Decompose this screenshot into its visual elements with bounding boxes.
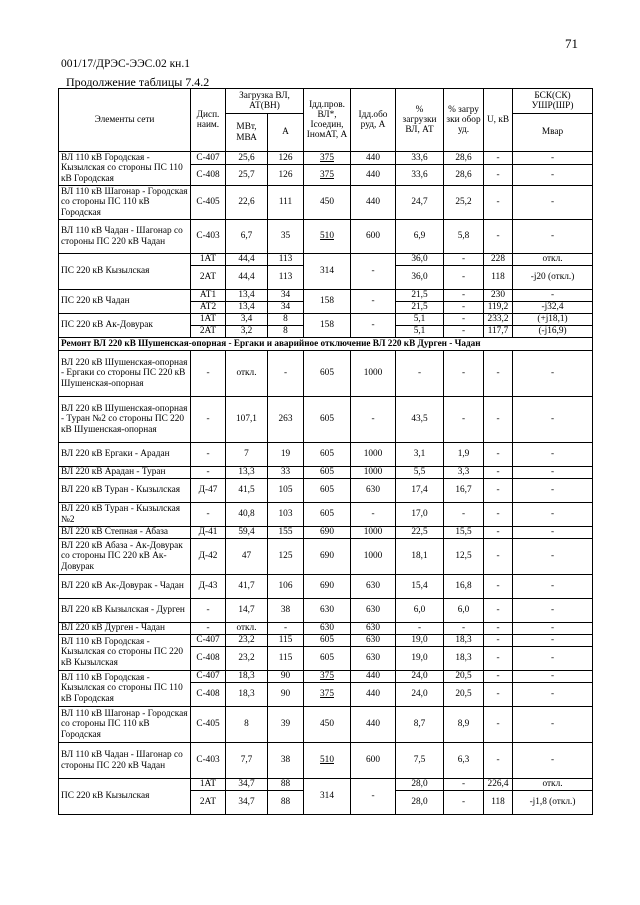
cell-pct-obo: - bbox=[444, 623, 484, 635]
row-name: ВЛ 110 кВ Городская - Кызылская со стороны ПС 110 кВ Городская bbox=[59, 671, 191, 707]
cell-mw: 44,4 bbox=[226, 266, 268, 290]
cell-pct-vl: 33,6 bbox=[396, 152, 444, 165]
cell-a: 34 bbox=[268, 302, 304, 314]
cell-disp: АТ2 bbox=[191, 302, 226, 314]
row-name: ВЛ 220 кВ Арадан - Туран bbox=[59, 467, 191, 479]
cell-bsk: откл. bbox=[513, 779, 593, 791]
cell-bsk: - bbox=[513, 599, 593, 623]
cell-bsk: - bbox=[513, 503, 593, 527]
cell-pct-vl: 28,0 bbox=[396, 791, 444, 815]
cell-u: 226,4 bbox=[484, 779, 513, 791]
cell-bsk: - bbox=[513, 351, 593, 397]
cell-pct-obo: 8,9 bbox=[444, 707, 484, 743]
cell-iddobo: - bbox=[351, 314, 396, 338]
cell-bsk: - bbox=[513, 165, 593, 186]
cell-mw: 23,2 bbox=[226, 647, 268, 671]
cell-pct-obo: - bbox=[444, 302, 484, 314]
row-name: ВЛ 220 кВ Туран - Кызылская №2 bbox=[59, 503, 191, 527]
cell-u: 233,2 bbox=[484, 314, 513, 326]
cell-mw: 13,4 bbox=[226, 302, 268, 314]
cell-pct-vl: 24,0 bbox=[396, 671, 444, 683]
cell-iddprov: 605 bbox=[304, 467, 351, 479]
cell-a: 8 bbox=[268, 314, 304, 326]
substation-name: ПС 220 кВ Кызылская bbox=[59, 254, 191, 290]
cell-iddobo: 1000 bbox=[351, 351, 396, 397]
cell-iddprov: 605 bbox=[304, 479, 351, 503]
cell-mw: 25,6 bbox=[226, 152, 268, 165]
cell-bsk: - bbox=[513, 647, 593, 671]
cell-u: - bbox=[484, 479, 513, 503]
header-iddobo: Iдд.обо руд, А bbox=[351, 89, 396, 152]
cell-bsk: - bbox=[513, 443, 593, 467]
cell-iddobo: 630 bbox=[351, 647, 396, 671]
cell-bsk: - bbox=[513, 527, 593, 539]
cell-pct-vl: 5,1 bbox=[396, 314, 444, 326]
cell-disp: - bbox=[191, 599, 226, 623]
cell-mw: 59,4 bbox=[226, 527, 268, 539]
cell-u: - bbox=[484, 503, 513, 527]
cell-disp: 1АТ bbox=[191, 314, 226, 326]
cell-iddobo: 600 bbox=[351, 220, 396, 254]
cell-pct-obo: 5,8 bbox=[444, 220, 484, 254]
cell-pct-obo: - bbox=[444, 351, 484, 397]
cell-iddprov: 510 bbox=[304, 743, 351, 779]
cell-mw: 8 bbox=[226, 707, 268, 743]
load-table bbox=[58, 88, 593, 815]
cell-iddobo: 440 bbox=[351, 683, 396, 707]
cell-a: 106 bbox=[268, 575, 304, 599]
cell-mw: 6,7 bbox=[226, 220, 268, 254]
cell-a: 111 bbox=[268, 186, 304, 220]
cell-u: - bbox=[484, 443, 513, 467]
cell-a: 88 bbox=[268, 791, 304, 815]
cell-pct-obo: 20,5 bbox=[444, 671, 484, 683]
table-continuation-caption: Продолжение таблицы 7.4.2 bbox=[66, 75, 210, 89]
header-pct-vl: % загрузки ВЛ, АТ bbox=[396, 89, 444, 152]
cell-pct-obo: 6,3 bbox=[444, 743, 484, 779]
cell-a: - bbox=[268, 351, 304, 397]
cell-pct-obo: - bbox=[444, 791, 484, 815]
header-disp: Дисп. наим. bbox=[191, 89, 226, 152]
cell-a: 38 bbox=[268, 743, 304, 779]
cell-iddobo: 440 bbox=[351, 707, 396, 743]
cell-disp: С-403 bbox=[191, 220, 226, 254]
cell-a: 126 bbox=[268, 165, 304, 186]
row-name: ВЛ 110 кВ Городская - Кызылская со стороны ПС 110 кВ Городская bbox=[59, 152, 191, 186]
header-elements: Элементы сети bbox=[59, 89, 191, 152]
cell-mw: 23,2 bbox=[226, 635, 268, 647]
cell-mw: 34,7 bbox=[226, 791, 268, 815]
cell-iddprov: 158 bbox=[304, 290, 351, 314]
cell-bsk: -j1,8 (откл.) bbox=[513, 791, 593, 815]
cell-u: - bbox=[484, 707, 513, 743]
cell-iddobo: 440 bbox=[351, 671, 396, 683]
cell-a: 39 bbox=[268, 707, 304, 743]
cell-bsk: - bbox=[513, 397, 593, 443]
header-mvar: Мвар bbox=[513, 114, 593, 152]
cell-iddobo: - bbox=[351, 254, 396, 290]
cell-a: 90 bbox=[268, 683, 304, 707]
cell-disp: 1АТ bbox=[191, 254, 226, 266]
cell-u: - bbox=[484, 152, 513, 165]
cell-iddprov: 630 bbox=[304, 623, 351, 635]
cell-a: 113 bbox=[268, 266, 304, 290]
cell-u: - bbox=[484, 351, 513, 397]
cell-mw: 18,3 bbox=[226, 683, 268, 707]
cell-a: 88 bbox=[268, 779, 304, 791]
cell-pct-vl: 6,9 bbox=[396, 220, 444, 254]
cell-iddprov: 158 bbox=[304, 314, 351, 338]
cell-iddobo: - bbox=[351, 779, 396, 815]
cell-mw: 3,2 bbox=[226, 326, 268, 338]
cell-u: 118 bbox=[484, 266, 513, 290]
cell-u: - bbox=[484, 671, 513, 683]
cell-u: - bbox=[484, 623, 513, 635]
cell-a: 90 bbox=[268, 671, 304, 683]
cell-mw: 13,3 bbox=[226, 467, 268, 479]
cell-pct-vl: 33,6 bbox=[396, 165, 444, 186]
cell-u: - bbox=[484, 599, 513, 623]
cell-mw: 22,6 bbox=[226, 186, 268, 220]
cell-pct-obo: - bbox=[444, 266, 484, 290]
cell-a: 155 bbox=[268, 527, 304, 539]
header-bsk-group: БСК(СК) УШР(ШР) bbox=[513, 89, 593, 114]
cell-disp: С-407 bbox=[191, 152, 226, 165]
cell-bsk: - bbox=[513, 152, 593, 165]
cell-a: 8 bbox=[268, 326, 304, 338]
cell-iddprov: 605 bbox=[304, 351, 351, 397]
row-name: ВЛ 110 кВ Шагонар - Городская со стороны ПС 110 кВ Городская bbox=[59, 186, 191, 220]
row-name: ВЛ 110 кВ Городская - Кызылская со стороны ПС 220 кВ Кызылская bbox=[59, 635, 191, 671]
row-name: ВЛ 220 кВ Дурген - Чадан bbox=[59, 623, 191, 635]
cell-u: - bbox=[484, 186, 513, 220]
cell-iddprov: 605 bbox=[304, 443, 351, 467]
cell-pct-obo: 28,6 bbox=[444, 152, 484, 165]
cell-pct-vl: 5,5 bbox=[396, 467, 444, 479]
header-a: А bbox=[268, 114, 304, 152]
cell-u: - bbox=[484, 743, 513, 779]
cell-bsk: - bbox=[513, 467, 593, 479]
cell-pct-vl: 28,0 bbox=[396, 779, 444, 791]
cell-pct-vl: 19,0 bbox=[396, 635, 444, 647]
cell-u: - bbox=[484, 165, 513, 186]
cell-a: 19 bbox=[268, 443, 304, 467]
cell-pct-obo: 6,0 bbox=[444, 599, 484, 623]
cell-pct-obo: 12,5 bbox=[444, 539, 484, 575]
row-name: ВЛ 220 кВ Степная - Абаза bbox=[59, 527, 191, 539]
cell-u: - bbox=[484, 467, 513, 479]
cell-disp: С-408 bbox=[191, 683, 226, 707]
cell-u: 117,7 bbox=[484, 326, 513, 338]
cell-iddobo: 1000 bbox=[351, 467, 396, 479]
cell-pct-obo: 20,5 bbox=[444, 683, 484, 707]
cell-disp: С-407 bbox=[191, 671, 226, 683]
cell-iddprov: 690 bbox=[304, 527, 351, 539]
cell-disp: Д-47 bbox=[191, 479, 226, 503]
cell-bsk: - bbox=[513, 220, 593, 254]
cell-iddobo: - bbox=[351, 503, 396, 527]
cell-u: - bbox=[484, 635, 513, 647]
cell-disp: 2АТ bbox=[191, 266, 226, 290]
cell-iddobo: 1000 bbox=[351, 443, 396, 467]
cell-a: 115 bbox=[268, 635, 304, 647]
cell-iddprov: 605 bbox=[304, 503, 351, 527]
cell-disp: - bbox=[191, 467, 226, 479]
cell-iddprov: 690 bbox=[304, 575, 351, 599]
cell-pct-obo: 25,2 bbox=[444, 186, 484, 220]
cell-pct-obo: - bbox=[444, 326, 484, 338]
cell-mw: 41,5 bbox=[226, 479, 268, 503]
cell-u: 230 bbox=[484, 290, 513, 302]
cell-iddobo: 440 bbox=[351, 152, 396, 165]
cell-u: - bbox=[484, 220, 513, 254]
row-name: ВЛ 110 кВ Чадан - Шагонар со стороны ПС 220 кВ Чадан bbox=[59, 220, 191, 254]
cell-pct-obo: 28,6 bbox=[444, 165, 484, 186]
cell-bsk: -j20 (откл.) bbox=[513, 266, 593, 290]
cell-pct-obo: 18,3 bbox=[444, 635, 484, 647]
cell-pct-vl: - bbox=[396, 351, 444, 397]
cell-u: - bbox=[484, 575, 513, 599]
cell-iddprov: 510 bbox=[304, 220, 351, 254]
cell-mw: 7,7 bbox=[226, 743, 268, 779]
cell-pct-obo: 3,3 bbox=[444, 467, 484, 479]
cell-a: 33 bbox=[268, 467, 304, 479]
cell-pct-vl: 5,1 bbox=[396, 326, 444, 338]
cell-pct-obo: 1,9 bbox=[444, 443, 484, 467]
cell-mw: 41,7 bbox=[226, 575, 268, 599]
cell-u: - bbox=[484, 527, 513, 539]
cell-disp: С-403 bbox=[191, 743, 226, 779]
cell-a: - bbox=[268, 623, 304, 635]
cell-bsk: - bbox=[513, 290, 593, 302]
cell-pct-obo: 15,5 bbox=[444, 527, 484, 539]
cell-iddobo: 630 bbox=[351, 575, 396, 599]
cell-bsk: откл. bbox=[513, 254, 593, 266]
cell-iddobo: 630 bbox=[351, 623, 396, 635]
cell-bsk: -j32,4 bbox=[513, 302, 593, 314]
cell-pct-vl: 43,5 bbox=[396, 397, 444, 443]
cell-pct-obo: - bbox=[444, 779, 484, 791]
cell-a: 126 bbox=[268, 152, 304, 165]
cell-iddprov: 450 bbox=[304, 707, 351, 743]
cell-disp: Д-42 bbox=[191, 539, 226, 575]
cell-iddobo: 630 bbox=[351, 635, 396, 647]
cell-a: 38 bbox=[268, 599, 304, 623]
cell-pct-vl: 18,1 bbox=[396, 539, 444, 575]
cell-a: 34 bbox=[268, 290, 304, 302]
row-name: ВЛ 220 кВ Абаза - Ак-Довурак со стороны ПС 220 кВ Ак-Довурак bbox=[59, 539, 191, 575]
cell-iddobo: - bbox=[351, 290, 396, 314]
cell-iddprov: 375 bbox=[304, 165, 351, 186]
cell-pct-vl: 15,4 bbox=[396, 575, 444, 599]
cell-bsk: - bbox=[513, 623, 593, 635]
cell-bsk: - bbox=[513, 186, 593, 220]
cell-mw: 44,4 bbox=[226, 254, 268, 266]
cell-bsk: - bbox=[513, 635, 593, 647]
cell-mw: 14,7 bbox=[226, 599, 268, 623]
cell-pct-obo: 18,3 bbox=[444, 647, 484, 671]
cell-a: 35 bbox=[268, 220, 304, 254]
cell-iddprov: 690 bbox=[304, 539, 351, 575]
cell-disp: 2АТ bbox=[191, 326, 226, 338]
cell-iddobo: 1000 bbox=[351, 527, 396, 539]
cell-disp: С-408 bbox=[191, 647, 226, 671]
cell-iddobo: 630 bbox=[351, 599, 396, 623]
cell-disp: - bbox=[191, 351, 226, 397]
cell-pct-vl: 21,5 bbox=[396, 290, 444, 302]
cell-disp: - bbox=[191, 623, 226, 635]
cell-u: - bbox=[484, 397, 513, 443]
cell-pct-vl: 3,1 bbox=[396, 443, 444, 467]
cell-pct-obo: - bbox=[444, 397, 484, 443]
page-number: 71 bbox=[565, 36, 578, 51]
cell-bsk: - bbox=[513, 671, 593, 683]
cell-disp: С-405 bbox=[191, 707, 226, 743]
substation-name: ПС 220 кВ Ак-Довурак bbox=[59, 314, 191, 338]
cell-a: 125 bbox=[268, 539, 304, 575]
cell-iddobo: 440 bbox=[351, 186, 396, 220]
cell-disp: Д-43 bbox=[191, 575, 226, 599]
cell-disp: - bbox=[191, 503, 226, 527]
row-name: ВЛ 220 кВ Туран - Кызылская bbox=[59, 479, 191, 503]
cell-disp: 1АТ bbox=[191, 779, 226, 791]
cell-mw: 47 bbox=[226, 539, 268, 575]
cell-mw: 13,4 bbox=[226, 290, 268, 302]
cell-iddprov: 605 bbox=[304, 397, 351, 443]
cell-bsk: - bbox=[513, 575, 593, 599]
header-u: U, кВ bbox=[484, 89, 513, 152]
cell-pct-vl: 6,0 bbox=[396, 599, 444, 623]
row-name: ВЛ 220 кВ Ергаки - Арадан bbox=[59, 443, 191, 467]
cell-bsk: - bbox=[513, 683, 593, 707]
cell-disp: С-405 bbox=[191, 186, 226, 220]
cell-pct-obo: - bbox=[444, 503, 484, 527]
cell-bsk: - bbox=[513, 707, 593, 743]
cell-mw: 18,3 bbox=[226, 671, 268, 683]
cell-bsk: (+j18,1) bbox=[513, 314, 593, 326]
cell-u: 228 bbox=[484, 254, 513, 266]
cell-a: 103 bbox=[268, 503, 304, 527]
header-mvt: МВт, МВА bbox=[226, 114, 268, 152]
cell-disp: АТ1 bbox=[191, 290, 226, 302]
section-title: Ремонт ВЛ 220 кВ Шушенская-опорная - Ергаки и аварийное отключение ВЛ 220 кВ Дурген - Чадан bbox=[59, 338, 593, 351]
cell-iddobo: 440 bbox=[351, 165, 396, 186]
cell-mw: 3,4 bbox=[226, 314, 268, 326]
cell-iddprov: 314 bbox=[304, 254, 351, 290]
cell-u: - bbox=[484, 683, 513, 707]
cell-pct-vl: - bbox=[396, 623, 444, 635]
cell-disp: 2АТ bbox=[191, 791, 226, 815]
cell-u: 119,2 bbox=[484, 302, 513, 314]
row-name: ВЛ 110 кВ Чадан - Шагонар со стороны ПС 220 кВ Чадан bbox=[59, 743, 191, 779]
row-name: ВЛ 220 кВ Ак-Довурак - Чадан bbox=[59, 575, 191, 599]
substation-name: ПС 220 кВ Кызылская bbox=[59, 779, 191, 815]
cell-iddprov: 314 bbox=[304, 779, 351, 815]
cell-mw: откл. bbox=[226, 351, 268, 397]
cell-iddobo: 630 bbox=[351, 479, 396, 503]
cell-mw: 107,1 bbox=[226, 397, 268, 443]
cell-mw: 40,8 bbox=[226, 503, 268, 527]
cell-pct-obo: 16,7 bbox=[444, 479, 484, 503]
cell-iddobo: 600 bbox=[351, 743, 396, 779]
cell-iddprov: 375 bbox=[304, 152, 351, 165]
cell-pct-vl: 17,0 bbox=[396, 503, 444, 527]
header-pct-obo: % загру зки обор уд. bbox=[444, 89, 484, 152]
cell-iddobo: 1000 bbox=[351, 539, 396, 575]
cell-iddprov: 375 bbox=[304, 671, 351, 683]
cell-iddobo: - bbox=[351, 397, 396, 443]
row-name: ВЛ 220 кВ Шушенская-опорная - Ергаки со стороны ПС 220 кВ Шушенская-опорная bbox=[59, 351, 191, 397]
cell-disp: С-408 bbox=[191, 165, 226, 186]
cell-a: 105 bbox=[268, 479, 304, 503]
cell-u: 118 bbox=[484, 791, 513, 815]
document-id: 001/17/ДРЭС-ЭЭС.02 кн.1 bbox=[61, 58, 190, 70]
cell-mw: откл. bbox=[226, 623, 268, 635]
cell-bsk: - bbox=[513, 479, 593, 503]
cell-disp: - bbox=[191, 443, 226, 467]
cell-a: 113 bbox=[268, 254, 304, 266]
cell-a: 115 bbox=[268, 647, 304, 671]
cell-pct-obo: 16,8 bbox=[444, 575, 484, 599]
cell-pct-vl: 8,7 bbox=[396, 707, 444, 743]
cell-pct-vl: 21,5 bbox=[396, 302, 444, 314]
row-name: ВЛ 220 кВ Шушенская-опорная - Туран №2 со стороны ПС 220 кВ Шушенская-опорная bbox=[59, 397, 191, 443]
cell-iddprov: 450 bbox=[304, 186, 351, 220]
cell-mw: 7 bbox=[226, 443, 268, 467]
cell-iddprov: 375 bbox=[304, 683, 351, 707]
header-iddprov: Iдд.пров. ВЛ*, Iсоедин, IномАТ, А bbox=[304, 89, 351, 152]
cell-pct-vl: 7,5 bbox=[396, 743, 444, 779]
cell-bsk: - bbox=[513, 743, 593, 779]
cell-disp: С-407 bbox=[191, 635, 226, 647]
row-name: ВЛ 110 кВ Шагонар - Городская со стороны ПС 110 кВ Городская bbox=[59, 707, 191, 743]
cell-bsk: - bbox=[513, 539, 593, 575]
cell-u: - bbox=[484, 539, 513, 575]
cell-pct-vl: 19,0 bbox=[396, 647, 444, 671]
cell-mw: 25,7 bbox=[226, 165, 268, 186]
row-name: ВЛ 220 кВ Кызылская - Дурген bbox=[59, 599, 191, 623]
cell-mw: 34,7 bbox=[226, 779, 268, 791]
cell-pct-vl: 22,5 bbox=[396, 527, 444, 539]
header-load-group: Загрузка ВЛ, АТ(ВН) bbox=[226, 89, 304, 114]
substation-name: ПС 220 кВ Чадан bbox=[59, 290, 191, 314]
cell-pct-vl: 36,0 bbox=[396, 266, 444, 290]
cell-pct-obo: - bbox=[444, 314, 484, 326]
cell-iddprov: 630 bbox=[304, 599, 351, 623]
cell-iddprov: 605 bbox=[304, 635, 351, 647]
cell-a: 263 bbox=[268, 397, 304, 443]
cell-pct-obo: - bbox=[444, 290, 484, 302]
cell-bsk: (-j16,9) bbox=[513, 326, 593, 338]
cell-iddprov: 605 bbox=[304, 647, 351, 671]
cell-disp: Д-41 bbox=[191, 527, 226, 539]
cell-pct-vl: 24,0 bbox=[396, 683, 444, 707]
cell-disp: - bbox=[191, 397, 226, 443]
cell-pct-vl: 24,7 bbox=[396, 186, 444, 220]
cell-pct-vl: 17,4 bbox=[396, 479, 444, 503]
cell-u: - bbox=[484, 647, 513, 671]
cell-pct-obo: - bbox=[444, 254, 484, 266]
cell-pct-vl: 36,0 bbox=[396, 254, 444, 266]
